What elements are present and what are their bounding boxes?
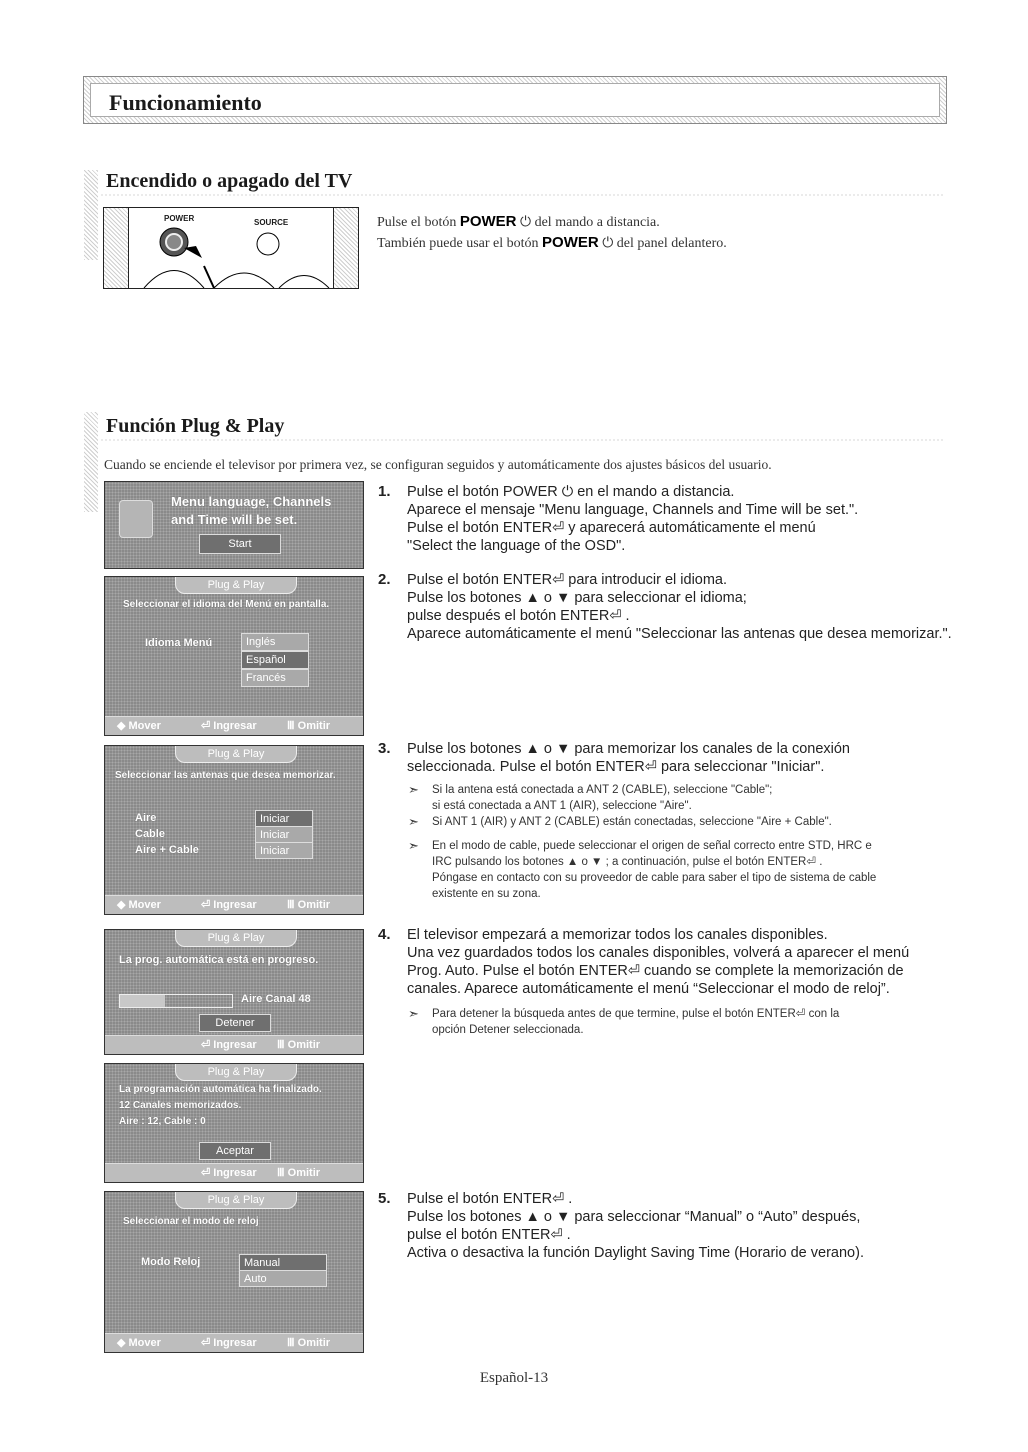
step-4-notes: ➣ Para detener la búsqueda antes de que termine, pulse el botón ENTER⏎ con la opción Detener seleccionada. (408, 1006, 840, 1036)
iniciar-aire-cable[interactable]: Iniciar (255, 842, 313, 859)
osd-footer: ◆ Mover ⏎ Ingresar Ⅲ Omitir (105, 895, 363, 914)
plugplay-intro: Cuando se enciende el televisor por primera vez, se configuran seguidos y automáticamente dos ajustes básicos del usuario. (104, 457, 772, 472)
osd-screen-finished: Plug & Play La programación automática ha finalizado. 12 Canales memorizados. Aire : 12, Cable : 0 Aceptar ⏎ Ingresar Ⅲ Omitir (104, 1063, 364, 1183)
step-3-text: Pulse los botones ▲ o ▼ para memorizar los canales de la conexión seleccionada. Pulse el botón ENTER⏎ para seleccionar "Iniciar". (407, 741, 850, 775)
section-marker (84, 412, 98, 512)
source-label: SOURCE (254, 218, 289, 227)
step-3-notes: ➣ Si la antena está conectada a ANT 2 (CABLE), seleccione "Cable"; si está conectada a ANT 1 (AIR), seleccione "Aire". ➣ Si ANT 1 (AIR) y ANT 2 (CABLE) están conectadas, seleccione "Aire + Cable". ➣ En el modo de cable, puede seleccionar el origen de señal correcto entre STD, HRC e IRC pulsando los botones ▲ o ▼ ; a continuación, pulse el botón ENTER⏎ . Póngase en contacto con su proveedor de cable para saber el tipo de sistema de cable existente en su zona. (408, 782, 877, 900)
step-1-text: Pulse el botón POWER ⏻ en el mando a distancia. Aparece el mensaje "Menu language, Channels and Time will be set.". Pulse el botón ENTER⏎ y aparecerá automáticamente el menú "Select the language of the OSD". (407, 484, 859, 554)
osd-screen-progress: Plug & Play La prog. automática está en progreso. Aire Canal 48 Detener ⏎ Ingresar Ⅲ Omitir (104, 929, 364, 1055)
section-title-power: Encendido o apagado del TV (106, 170, 353, 192)
osd-footer: ◆ Mover ⏎ Ingresar Ⅲ Omitir (105, 716, 363, 735)
osd-screen-start: Menu language, Channels and Time will be set. Start (104, 481, 364, 569)
osd-screen-language: Plug & Play Seleccionar el idioma del Menú en pantalla. Idioma Menú Inglés Español Francés ◆ Mover ⏎ Ingresar Ⅲ Omitir (104, 576, 364, 736)
power-label: POWER (164, 214, 195, 223)
osd-screen-clock: Plug & Play Seleccionar el modo de reloj Modo Reloj Manual Auto ◆ Mover ⏎ Ingresar Ⅲ Omitir (104, 1191, 364, 1353)
step-4-text: El televisor empezará a memorizar todos los canales disponibles. Una vez guardados todos los canales disponibles, volverá a aparecer el menú Prog. Auto. Pulse el botón ENTER⏎ cuando se complete la memorización de canales. Aparece automáticamente el menú “Seleccionar el modo de reloj”. (407, 927, 910, 997)
option-auto[interactable]: Auto (239, 1270, 327, 1287)
remote-illustration (103, 207, 359, 289)
power-instruction: Pulse el botón POWER ⏻ del mando a distancia. También puede usar el botón POWER ⏻ del panel delantero. (377, 213, 727, 251)
osd-footer: ⏎ Ingresar Ⅲ Omitir (105, 1163, 363, 1182)
option-manual[interactable]: Manual (239, 1254, 327, 1271)
iniciar-cable[interactable]: Iniciar (255, 826, 313, 843)
page-number: Español-13 (479, 1370, 549, 1386)
option-frances[interactable]: Francés (241, 669, 309, 687)
osd-footer: ◆ Mover ⏎ Ingresar Ⅲ Omitir (105, 1333, 363, 1352)
section-rule (100, 193, 945, 196)
step-5-text: Pulse el botón ENTER⏎ . Pulse los botones ▲ o ▼ para seleccionar “Manual” o “Auto” después, pulse el botón ENTER⏎ . Activa o desactiva la función Daylight Saving Time (Horario de verano). (407, 1191, 864, 1261)
section-rule (100, 438, 945, 441)
page-header (83, 76, 947, 124)
option-ingles[interactable]: Inglés (241, 633, 309, 651)
page-title: Funcionamiento (109, 90, 262, 115)
option-espanol[interactable]: Español (241, 651, 309, 669)
start-button[interactable]: Start (199, 534, 281, 554)
section-title-plugplay: Función Plug & Play (106, 415, 285, 437)
section-marker (84, 170, 98, 260)
osd-screen-antenna: Plug & Play Seleccionar las antenas que desea memorizar. Aire Cable Aire + Cable Iniciar Iniciar Iniciar ◆ Mover ⏎ Ingresar Ⅲ Omitir (104, 745, 364, 915)
osd-footer: ⏎ Ingresar Ⅲ Omitir (105, 1035, 363, 1054)
detener-button[interactable]: Detener (199, 1014, 271, 1032)
aceptar-button[interactable]: Aceptar (199, 1142, 271, 1160)
power-button-icon (104, 208, 358, 288)
iniciar-aire[interactable]: Iniciar (255, 810, 313, 827)
step-2-text: Pulse el botón ENTER⏎ para introducir el idioma. Pulse los botones ▲ o ▼ para seleccionar el idioma; pulse después el botón ENTER⏎ . Aparece automáticamente el menú "Seleccionar las antenas que desea memorizar.". (407, 572, 952, 642)
progress-bar (119, 994, 233, 1008)
info-icon (119, 500, 153, 538)
